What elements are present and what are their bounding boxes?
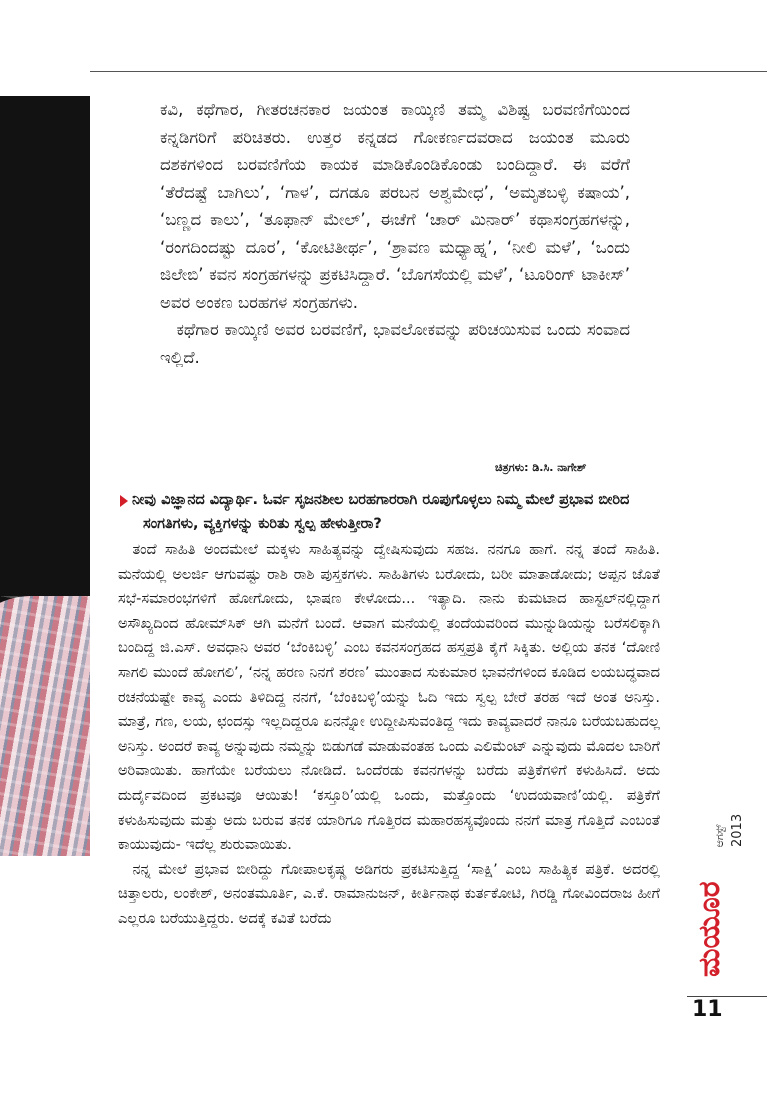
magazine-masthead [690, 800, 760, 990]
interview-question [132, 488, 662, 536]
interview-answer [118, 538, 660, 932]
issue-month: ಆಗಸ್ಟ್ [713, 824, 726, 848]
answer-paragraph: ತಂದೆ ಸಾಹಿತಿ ಅಂದಮೇಲೆ ಮಕ್ಕಳು ಸಾಹಿತ್ಯವನ್ನು ದ್ವೇಷಿಸುವುದು ಸಹಜ. ನನಗೂ ಹಾಗೆ. ನನ್ನ ತಂದೆ ಸಾಹಿತಿ. ಮನೆಯಲ್ಲಿ ಅಲರ್ಜಿ ಆಗುವಷ್ಟು ರಾಶಿ ರಾಶಿ ಪುಸ್ತಕಗಳು. ಸಾಹಿತಿಗಳು ಬರೋದು, ಬರೀ ಮಾತಾಡೋದು; ಅಪ್ಪನ ಜೊತೆ ಸಭೆ-ಸಮಾರಂಭಗಳಿಗೆ ಹೋಗೋದು, ಭಾಷಣ ಕೇಳೋದು... ಇತ್ಯಾದಿ. ನಾನು ಕುಮಟಾದ ಹಾಸ್ಟಲ್‌ನಲ್ಲಿದ್ದಾಗ ಅಸೌಖ್ಯದಿಂದ ಹೋಮ್‌ಸಿಕ್ ಆಗಿ ಮನೆಗೆ ಬಂದೆ. ಆವಾಗ ಮನೆಯಲ್ಲಿ ತಂದೆಯವರಿಂದ ಮುನ್ನುಡಿಯನ್ನು ಬರೆಸಲಿಕ್ಕಾಗಿ ಬಂದಿದ್ದ ಜಿ.ಎಸ್. ಅವಧಾನಿ ಅವರ ‘ಬೆಂಕಿಬಳ್ಳಿ’ ಎಂಬ ಕವನಸಂಗ್ರಹದ ಹಸ್ತಪ್ರತಿ ಕೈಗೆ ಸಿಕ್ಕಿತು. ಅಲ್ಲಿಯ ತನಕ ‘ದೋಣಿ ಸಾಗಲಿ ಮುಂದೆ ಹೋಗಲಿ’, ‘ನನ್ನ ಹರಣ ನಿನಗೆ ಶರಣ’ ಮುಂತಾದ ಸುಕುಮಾರ ಭಾವನೆಗಳಿಂದ ಕೂಡಿದ ಲಯಬದ್ಧವಾದ ರಚನೆಯಷ್ಟೇ ಕಾವ್ಯ ಎಂದು ತಿಳಿದಿದ್ದ ನನಗೆ, ‘ಬೆಂಕಿಬಳ್ಳಿ’ಯನ್ನು ಓದಿ ಇದು ಸ್ವಲ್ಪ ಬೇರೆ ತರಹ ಇದೆ ಅಂತ ಅನಿಸ್ತು. ಮಾತ್ರೆ, ಗಣ, ಲಯ, ಛಂದಸ್ಸು ಇಲ್ಲದಿದ್ದರೂ ಏನನ್ನೋ ಉದ್ದೀಪಿಸುವಂತಿದ್ದ ಇದು ಕಾವ್ಯವಾದರೆ ನಾನೂ ಬರೆಯಬಹುದಲ್ಲ ಅನಿಸ್ತು. ಅಂದರೆ ಕಾವ್ಯ ಅನ್ನುವುದು ನಮ್ಮನ್ನು ಬಿಡುಗಡೆ ಮಾಡುವಂತಹ ಒಂದು ಎಲಿಮೆಂಟ್ ಎನ್ನುವುದು ಮೊದಲ ಬಾರಿಗೆ ಅರಿವಾಯಿತು. ಹಾಗೆಯೇ ಬರೆಯಲು ನೋಡಿದೆ. ಒಂದೆರಡು ಕವನಗಳನ್ನು ಬರೆದು ಪತ್ರಿಕೆಗಳಿಗೆ ಕಳುಹಿಸಿದೆ. ಅದು ದುರ್ದೈವದಿಂದ ಪ್ರಕಟವೂ ಆಯಿತು! ‘ಕಸ್ತೂರಿ’ಯಲ್ಲಿ ಒಂದು, ಮತ್ತೊಂದು ‘ಉದಯವಾಣಿ’ಯಲ್ಲಿ. ಪತ್ರಿಕೆಗೆ ಕಳುಹಿಸುವುದು ಮತ್ತು ಅದು ಬರುವ ತನಕ ಯಾರಿಗೂ ಗೊತ್ತಿರದ ಮಹಾರಹಸ್ಯವೊಂದು ನನಗೆ ಮಾತ್ರ ಗೊತ್ತಿದೆ ಎಂಬಂತೆ ಕಾಯುವುದು- ಇದೆಲ್ಲ ಶುರುವಾಯಿತು. [118, 542, 660, 854]
answer-paragraph: ನನ್ನ ಮೇಲೆ ಪ್ರಭಾವ ಬೀರಿದ್ದು ಗೋಪಾಲಕೃಷ್ಣ ಅಡಿಗರು ಪ್ರಕಟಿಸುತ್ತಿದ್ದ ‘ಸಾಕ್ಷಿ’ ಎಂಬ ಸಾಹಿತ್ಯಿಕ ಪತ್ರಿಕೆ. ಅದರಲ್ಲಿ ಚಿತ್ತಾಲರು, ಲಂಕೇಶ್, ಅನಂತಮೂರ್ತಿ, ಎ.ಕೆ. ರಾಮಾನುಜನ್, ಕೀರ್ತಿನಾಥ ಕುರ್ತಕೋಟಿ, ಗಿರಡ್ಡಿ ಗೋವಿಂದರಾಜ ಹೀಗೆ ಎಲ್ಲರೂ ಬರೆಯುತ್ತಿದ್ದರು. ಅದಕ್ಕೆ ಕವಿತೆ ಬರೆದು [118, 861, 660, 927]
question-marker-icon [120, 495, 128, 507]
photo-credit: ಚಿತ್ರಗಳು: ಡಿ.ಸಿ. ನಾಗೇಶ್ [495, 461, 587, 474]
page-number: 11 [692, 997, 723, 1022]
top-rule [90, 71, 767, 72]
issue-year: 2013 [730, 813, 745, 847]
intro-block [160, 96, 630, 371]
author-photo [0, 96, 90, 856]
question-text: ನೀವು ವಿಜ್ಞಾನದ ವಿದ್ಯಾರ್ಥಿ. ಓರ್ವ ಸೃಜನಶೀಲ ಬರಹಗಾರರಾಗಿ ರೂಪುಗೊಳ್ಳಲು ನಿಮ್ಮ ಮೇಲೆ ಪ್ರಭಾವ ಬೀರಿದ ಸಂಗತಿಗಳು, ವ್ಯಕ್ತಿಗಳನ್ನು ಕುರಿತು ಸ್ವಲ್ಪ ಹೇಳುತ್ತೀರಾ? [132, 492, 630, 532]
shirt-stripes [0, 596, 90, 856]
magazine-logo: ಮಯೂರ [692, 881, 727, 977]
intro-paragraph: ಕವಿ, ಕಥೆಗಾರ, ಗೀತರಚನಕಾರ ಜಯಂತ ಕಾಯ್ಕಿಣಿ ತಮ್ಮ ವಿಶಿಷ್ಟ ಬರವಣಿಗೆಯಿಂದ ಕನ್ನಡಿಗರಿಗೆ ಪರಿಚಿತರು. ಉತ್ತರ ಕನ್ನಡದ ಗೋಕರ್ಣದವರಾದ ಜಯಂತ ಮೂರು ದಶಕಗಳಿಂದ ಬರವಣಿಗೆಯ ಕಾಯಕ ಮಾಡಿಕೊಂಡಿಕೊಂಡು ಬಂದಿದ್ದಾರೆ. ಈ ವರೆಗೆ ‘ತೆರೆದಷ್ಟೆ ಬಾಗಿಲು’, ‘ಗಾಳ’, ದಗಡೂ ಪರಬನ ಅಶ್ವಮೇಧ’, ‘ಅಮೃತಬಳ್ಳಿ ಕಷಾಯ’, ‘ಬಣ್ಣದ ಕಾಲು’, ‘ತೂಫಾನ್ ಮೇಲ್’, ಈಚೆಗೆ ‘ಚಾರ್ ಮಿನಾರ್’ ಕಥಾಸಂಗ್ರಹಗಳನ್ನು, ‘ರಂಗದಿಂದಷ್ಟು ದೂರ’, ‘ಕೋಟಿತೀರ್ಥ’, ‘ಶ್ರಾವಣ ಮಧ್ಯಾಹ್ನ’, ‘ನೀಲಿ ಮಳೆ’, ‘ಒಂದು ಜಿಲೇಬಿ’ ಕವನ ಸಂಗ್ರಹಗಳನ್ನು ಪ್ರಕಟಿಸಿದ್ದಾರೆ. ‘ಬೊಗಸೆಯಲ್ಲಿ ಮಳೆ’, ‘ಟೂರಿಂಗ್ ಟಾಕೀಸ್’ ಅವರ ಅಂಕಣ ಬರಹಗಳ ಸಂಗ್ರಹಗಳು. [160, 100, 630, 312]
intro-paragraph: ಕಥೆಗಾರ ಕಾಯ್ಕಿಣಿ ಅವರ ಬರವಣಿಗೆ, ಭಾವಲೋಕವನ್ನು ಪರಿಚಯಿಸುವ ಒಂದು ಸಂವಾದ ಇಲ್ಲಿದೆ. [160, 320, 630, 367]
